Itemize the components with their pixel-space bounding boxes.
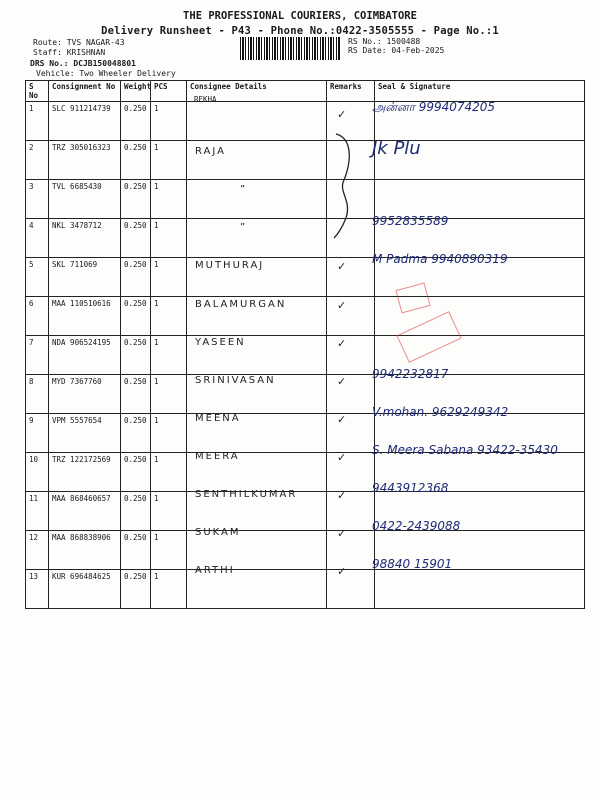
weight-cell: 0.250 (121, 102, 151, 141)
remarks-cell (327, 336, 375, 375)
consignee-name: ” (240, 222, 248, 234)
signature-text: 0422-2439088 (372, 519, 461, 534)
pcs-cell: 1 (151, 336, 187, 375)
sno-cell: 3 (26, 180, 49, 219)
pcs-cell: 1 (151, 258, 187, 297)
remark-tick: ✓ (337, 298, 347, 312)
sno-cell: 4 (26, 219, 49, 258)
consignment-cell: NDA 906524195 (49, 336, 121, 375)
table-row (26, 180, 585, 219)
weight-cell: 0.250 (121, 492, 151, 531)
pcs-cell: 1 (151, 141, 187, 180)
col-header-consignee: Consignee Details (187, 81, 327, 102)
consignee-cell (187, 219, 327, 258)
table-row (26, 453, 585, 492)
col-header-consignment: Consignment No (49, 81, 121, 102)
pcs-cell: 1 (151, 570, 187, 609)
staff-label: Staff: KRISHNAN (33, 48, 106, 57)
remark-tick: ✓ (337, 565, 347, 579)
table-row (26, 297, 585, 336)
consignment-cell: TRZ 122172569 (49, 453, 121, 492)
remark-tick: ✓ (337, 450, 347, 464)
signature-text: 98840 15901 (372, 557, 453, 572)
weight-cell: 0.250 (121, 336, 151, 375)
pcs-cell: 1 (151, 453, 187, 492)
sno-cell: 5 (26, 258, 49, 297)
weight-cell: 0.250 (121, 414, 151, 453)
rs-number: RS No.: 1500488 (348, 37, 421, 46)
remark-tick: ✓ (337, 489, 347, 502)
remark-tick: ✓ (337, 374, 347, 388)
remark-tick: ✓ (337, 527, 347, 541)
consignment-cell: VPM 5557654 (49, 414, 121, 453)
weight-cell: 0.250 (121, 375, 151, 414)
route-label: Route: TVS NAGAR-43 (33, 38, 125, 47)
remarks-cell (327, 414, 375, 453)
signature-text: S. Meera Sabana 93422-35430 (372, 442, 558, 457)
sno-cell: 12 (26, 531, 49, 570)
weight-cell: 0.250 (121, 141, 151, 180)
signature-cell (375, 180, 585, 219)
pcs-cell: 1 (151, 219, 187, 258)
table-row (26, 492, 585, 531)
weight-cell: 0.250 (121, 453, 151, 492)
remark-tick: ✓ (337, 260, 347, 274)
sno-cell: 8 (26, 375, 49, 414)
consignee-name: MUTHURAJ (195, 260, 265, 272)
consignee-name: SUKAM (195, 527, 241, 539)
signature-text: அன்னா 9994074205 (372, 100, 496, 114)
sno-cell: 11 (26, 492, 49, 531)
rs-date: RS Date: 04-Feb-2025 (348, 46, 445, 55)
remarks-cell (327, 450, 375, 492)
table-row (26, 141, 585, 180)
consignment-cell: TRZ 305016323 (49, 141, 121, 180)
remark-tick: ✓ (337, 412, 347, 426)
remarks-cell (327, 375, 375, 414)
weight-cell: 0.250 (121, 219, 151, 258)
pcs-cell: 1 (151, 375, 187, 414)
remarks-cell (327, 258, 375, 297)
weight-cell: 0.250 (121, 180, 151, 219)
consignee-name: ” (240, 184, 248, 196)
remarks-cell (327, 297, 375, 336)
consignee-cell (187, 180, 327, 219)
sno-cell: 13 (26, 570, 49, 609)
runsheet-table (25, 80, 585, 609)
consignment-cell: NKL 3478712 (49, 219, 121, 258)
pcs-cell: 1 (151, 297, 187, 336)
consignment-cell: MYD 7367760 (49, 375, 121, 414)
signature-text: 9443912368 (372, 481, 449, 495)
signature-text: M Padma 9940890319 (372, 252, 508, 267)
weight-cell: 0.250 (121, 531, 151, 570)
table-row (26, 531, 585, 570)
sno-cell: 10 (26, 453, 49, 492)
sno-cell: 6 (26, 297, 49, 336)
col-header-remarks: Remarks (327, 81, 375, 102)
drs-number: DRS No.: DCJB150048801 (30, 59, 136, 68)
remarks-cell (327, 492, 375, 531)
consignee-name: MEENA (195, 412, 241, 424)
consignee-name: ARTHI (195, 565, 235, 577)
consignment-cell: TVL 6685430 (49, 180, 121, 219)
remark-tick: ✓ (337, 336, 347, 350)
signature-text: 9952835589 (372, 214, 449, 229)
runsheet-title: Delivery Runsheet - P43 - Phone No.:0422-3505555 - Page No.:1 (101, 25, 499, 37)
signature-text: 9942232817 (372, 366, 449, 381)
consignee-name: RAJA (195, 146, 226, 158)
consignee-cell (187, 102, 327, 141)
consignee-name: MEERA (195, 450, 240, 462)
remarks-cell (327, 570, 375, 609)
signature-text: Jk Plu (372, 138, 421, 160)
consignee-name: BALAMURGAN (195, 298, 287, 310)
remarks-cell (327, 531, 375, 570)
sno-cell: 2 (26, 141, 49, 180)
vehicle-label: Vehicle: Two Wheeler Delivery (36, 69, 176, 78)
sno-cell: 9 (26, 414, 49, 453)
col-header-pcs: PCS (151, 81, 187, 102)
consignee-name: SRINIVASAN (195, 374, 276, 386)
consignment-cell: KUR 696484625 (49, 570, 121, 609)
col-header-sno: S No (26, 81, 49, 102)
weight-cell: 0.250 (121, 258, 151, 297)
col-header-signature: Seal & Signature (375, 81, 585, 102)
sno-cell: 7 (26, 336, 49, 375)
signature-cell (375, 570, 585, 609)
table-row (26, 102, 585, 141)
col-header-weight: Weight (121, 81, 151, 102)
consignee-name: YASEEN (195, 336, 246, 348)
pcs-cell: 1 (151, 492, 187, 531)
pcs-cell: 1 (151, 180, 187, 219)
signature-text: V.mohan. 9629249342 (372, 404, 509, 419)
table-row (26, 336, 585, 375)
company-title: THE PROFESSIONAL COURIERS, COIMBATORE (183, 10, 417, 22)
pcs-cell: 1 (151, 531, 187, 570)
consignment-cell: MAA 110510616 (49, 297, 121, 336)
weight-cell: 0.250 (121, 570, 151, 609)
consignment-cell: SLC 911214739 (49, 102, 121, 141)
remark-tick: ✓ (337, 108, 347, 121)
brace-mark (330, 130, 360, 240)
table-row (26, 570, 585, 609)
barcode (240, 37, 340, 60)
consignee-name: REKHA (194, 95, 217, 104)
weight-cell: 0.250 (121, 297, 151, 336)
consignment-cell: MAA 868838906 (49, 531, 121, 570)
consignee-name: SENTHILKUMAR (195, 489, 298, 500)
consignment-cell: SKL 711069 (49, 258, 121, 297)
sno-cell: 1 (26, 102, 49, 141)
pcs-cell: 1 (151, 102, 187, 141)
consignment-cell: MAA 868460657 (49, 492, 121, 531)
pcs-cell: 1 (151, 414, 187, 453)
